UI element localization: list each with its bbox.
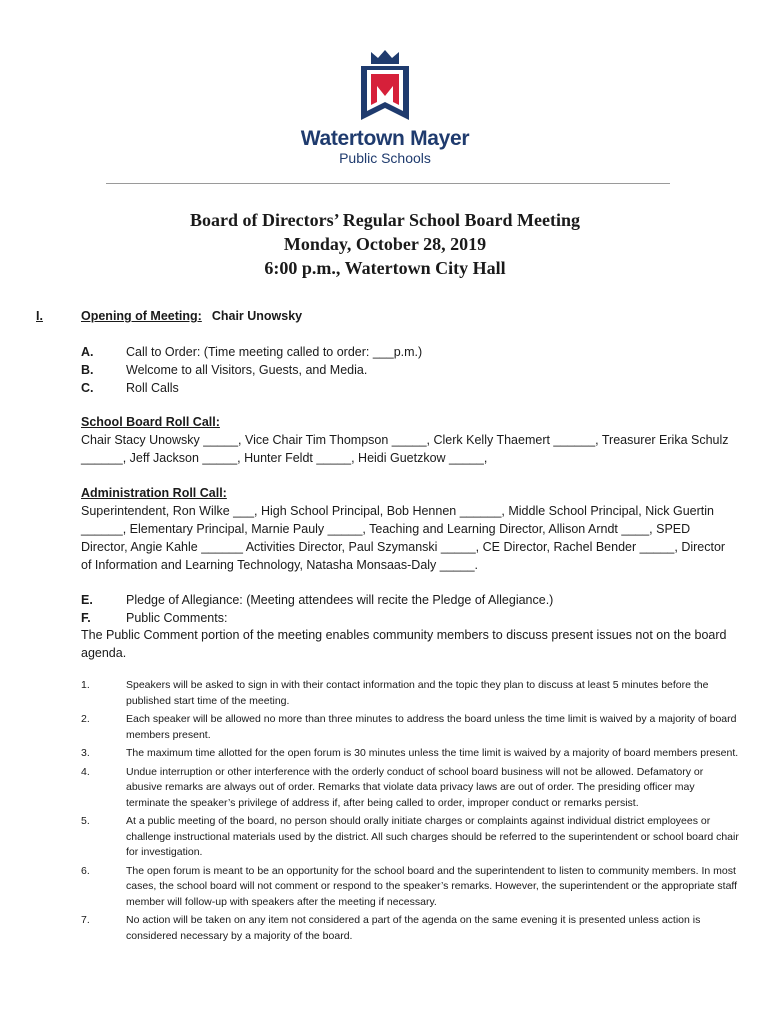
rule-number: 3. <box>81 747 90 759</box>
section-heading <box>81 309 302 323</box>
logo-subtitle: Public Schools <box>339 150 431 166</box>
rule-number: 1. <box>81 679 90 691</box>
opening-items <box>81 343 422 397</box>
agenda-items-ef <box>81 591 731 627</box>
rule-number: 2. <box>81 713 90 725</box>
list-item <box>81 609 731 627</box>
header-divider <box>106 183 670 184</box>
item-letter: B. <box>81 363 94 377</box>
item-text: Public Comments: <box>126 611 228 625</box>
chair-name: Chair Unowsky <box>211 309 303 323</box>
rule-item <box>81 678 741 709</box>
rule-text: Speakers will be asked to sign in with their contact information and the topic they plan to discuss at least 5 minutes before the published start time of the meeting. <box>126 679 709 707</box>
item-letter: E. <box>81 593 93 607</box>
rule-item <box>81 864 741 911</box>
item-text: Welcome to all Visitors, Guests, and Media. <box>126 363 368 377</box>
rule-text: At a public meeting of the board, no person should orally initiate charges or complaints against individual district employees or challenge instructional materials used by the district. All such charges should be referred to the superintendent or school board chair for investigation. <box>126 815 739 858</box>
rule-text: Each speaker will be allowed no more than three minutes to address the board unless the time limit is waived by a majority of board members present. <box>126 713 737 741</box>
board-roll-call <box>81 413 731 467</box>
admin-roll-text: Superintendent, Ron Wilke ___, High School Principal, Bob Hennen ______, Middle School Principal, Nick Guertin ______, Elementary Principal, Marnie Pauly _____, Teaching and Learning Director, Allison Arndt ____, SPED Director, Angie Kahle ______ Activities Director, Paul Szymanski _____, CE Director, Rachel Bender _____, Director of Information and Learning Technology, Natasha Monsaas-Daly _____. <box>81 504 726 572</box>
public-comment-intro: The Public Comment portion of the meeting enables community members to discuss present issues not on the board agenda. <box>81 628 727 660</box>
rule-text: The open forum is meant to be an opportunity for the school board and the superintendent to listen to community members. In most cases, the school board will not comment or respond to the speaker’s remarks. However, the superintendent or the appropriate staff member will follow-up with speakers after the meeting if necessary. <box>126 864 738 908</box>
rule-item <box>81 746 741 762</box>
rule-item <box>81 913 741 944</box>
rule-item <box>81 712 741 743</box>
logo-name: Watertown Mayer <box>300 127 470 150</box>
admin-roll-heading: Administration Roll Call: <box>81 486 227 500</box>
meeting-title <box>0 208 770 280</box>
title-line-3: 6:00 p.m., Watertown City Hall <box>264 258 506 278</box>
rule-number: 4. <box>81 765 90 778</box>
rule-number: 7. <box>81 914 90 926</box>
item-letter: A. <box>81 345 94 359</box>
crown-shield-icon <box>353 50 417 124</box>
rule-item <box>81 814 741 861</box>
item-letter: F. <box>81 611 91 625</box>
list-item <box>81 361 422 379</box>
rule-item <box>81 765 741 812</box>
rule-number: 5. <box>81 815 90 827</box>
board-roll-text: Chair Stacy Unowsky _____, Vice Chair Tim Thompson _____, Clerk Kelly Thaemert ______, Treasurer Erika Schulz ______, Jeff Jackson _____, Hunter Feldt _____, Heidi Guetzkow _____, <box>81 433 729 465</box>
school-logo <box>0 50 770 166</box>
rule-text: No action will be taken on any item not considered a part of the agenda on the same evening it is presented unless action is considered necessary by a majority of the board. <box>126 914 701 942</box>
opening-heading: Opening of Meeting: <box>81 309 202 323</box>
item-text: Pledge of Allegiance: (Meeting attendees will recite the Pledge of Allegiance.) <box>126 593 554 607</box>
rule-text: The maximum time allotted for the open forum is 30 minutes unless the time limit is waived by a majority of board members present. <box>126 747 739 759</box>
rule-text: Undue interruption or other interference with the orderly conduct of school board business will not be allowed. Defamatory or abusive remarks are always out of order. Remarks that violate data privacy laws are out of order. The presiding officer may terminate the speaker’s privilege of address if, after being called to order, improper conduct or remarks persist. <box>126 765 704 809</box>
list-item <box>81 591 731 609</box>
item-text: Call to Order: (Time meeting called to order: ___p.m.) <box>126 345 423 359</box>
item-letter: C. <box>81 381 94 395</box>
section-numeral: I. <box>36 309 43 323</box>
title-line-2: Monday, October 28, 2019 <box>283 234 487 254</box>
list-item <box>81 343 422 361</box>
public-comment-rules <box>81 678 741 944</box>
list-item <box>81 379 422 397</box>
item-text: Roll Calls <box>126 381 179 395</box>
board-roll-heading: School Board Roll Call: <box>81 415 220 429</box>
title-line-1: Board of Directors’ Regular School Board Meeting <box>190 210 580 230</box>
admin-roll-call <box>81 484 731 574</box>
rule-number: 6. <box>81 864 90 877</box>
